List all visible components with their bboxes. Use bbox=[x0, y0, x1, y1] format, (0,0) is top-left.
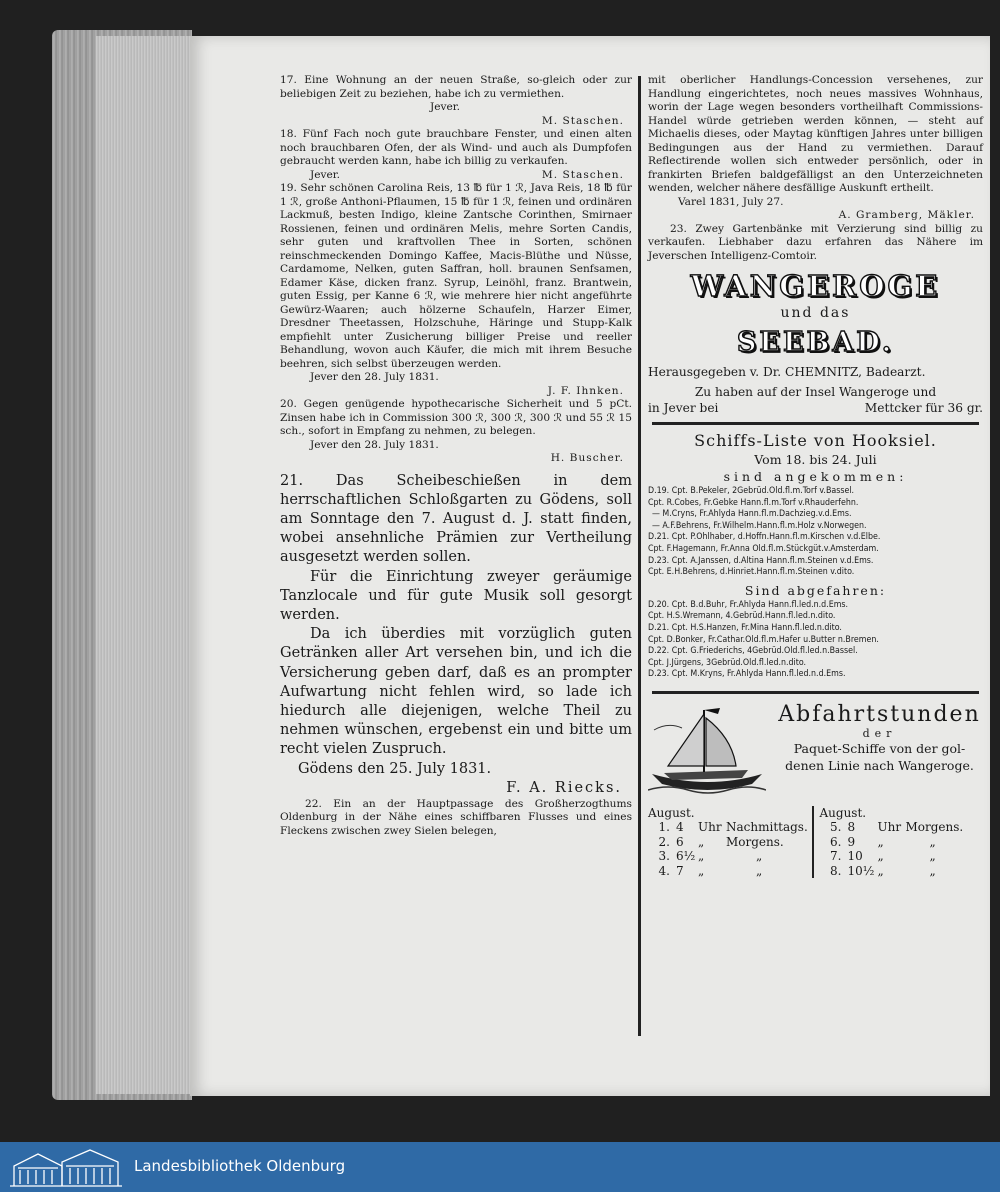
ad-23-text: 23. Zwey Gartenbänke mit Verzierung sind billig zu verkaufen. Liebhaber dazu erfahren das Nähere im Jeverschen Intelligenz-Comtoir. bbox=[648, 222, 983, 262]
page-edges bbox=[96, 36, 196, 1094]
library-building-logo bbox=[8, 1146, 124, 1188]
schedule-month: August. bbox=[648, 805, 695, 820]
ad-19-signature: J. F. Ihnken. bbox=[547, 384, 624, 397]
separator-rule bbox=[652, 422, 979, 425]
schedule-row: 2. 6 „ Morgens. bbox=[658, 834, 784, 849]
departed-list bbox=[648, 600, 983, 681]
departure-times-line-2: denen Linie nach Wangeroge. bbox=[785, 757, 974, 773]
ad-20-date: Jever den 28. July 1831. bbox=[310, 438, 439, 451]
arrived-entry: D.21. Cpt. P.Ohlhaber, d.Hoffn.Hann.fl.m.Kirschen v.d.Elbe. bbox=[648, 532, 881, 543]
departed-entry: D.23. Cpt. M.Kryns, Fr.Ahlyda Hann.fl.led.n.d.Ems. bbox=[648, 669, 846, 680]
ad-19-text: 19. Sehr schönen Carolina Reis, 13 ℔ für 1 ℛ, Java Reis, 18 ℔ für 1 ℛ, große Anthoni-Pflaumen, 15 ℔ für 1 ℛ, feinen und ordinären Lackmuß, besten Indigo, kleine Zantsche Corinthen, Smirnaer Rossienen, feinen und ordinären Melis, mehre Sorten Candis, sehr guten und kraftvollen Thee in Sorten, schönen reinschmeckenden Domingo Kaffee, Macis-Blüthe und Nüsse, Cardamome, Nelken, guten Saffran, holl. braunen Senfsamen, Edamer Käse, dicken franz. Syrup, Leinöhl, franz. Brantwein, guten Essig, per Kanne 6 ℛ, wie mehrere hier nicht angeführte Gewürz-Waaren; auch hölzerne Schaufeln, Harzer Eimer, Dresdner Theetassen, Holzschuhe, Häringe und Stupp-Kalk empfiehlt unter Zusicherung billiger Preise und reeller Behandlung, wovon auch Käufer, die mich mit ihrem Besuche beehren, sich selbst überzeugen werden. bbox=[280, 182, 632, 370]
schedule-row: 1. 4 Uhr Nachmittags. bbox=[658, 820, 808, 835]
ad-21-text-1: 21. Das Scheibeschießen in dem herrschaftlichen Schloßgarten zu Gödens, soll am Sonntage den 7. August d. J. statt finden, wobei ansehnliche Prämien zur Vertheilung ausgesetzt werden sollen. bbox=[280, 472, 632, 566]
arrived-entry: Cpt. F.Hagemann, Fr.Anna Old.fl.m.Stückgüt.v.Amsterdam. bbox=[648, 543, 879, 554]
ad-18-text: 18. Fünf Fach noch gute brauchbare Fenster, und einen alten noch brauchbaren Ofen, der als Wind- und auch als Dumpfofen gebraucht werden kann, habe ich billig zu verkaufen. bbox=[280, 128, 632, 167]
ad-22-date: Varel 1831, July 27. bbox=[678, 195, 784, 208]
schedule-column-right bbox=[812, 806, 984, 879]
arrived-entry: Cpt. R.Cobes, Fr.Gebke Hann.fl.m.Torf v.Rhauderfehn. bbox=[648, 497, 859, 508]
ad-20-text: 20. Gegen genügende hypothecarische Sicherheit und 5 pCt. Zinsen habe ich in Commission 300 ℛ, 300 ℛ, 300 ℛ und 55 ℛ 15 sch., sofort in Empfang zu nehmen, zu belegen. bbox=[280, 398, 632, 437]
ad-18-place: Jever. bbox=[310, 168, 341, 181]
arrived-entry: D.19. Cpt. B.Pekeler, 2Gebrüd.Old.fl.m.Torf v.Bassel. bbox=[648, 486, 855, 496]
departure-times-title: Abfahrtstunden bbox=[778, 701, 981, 727]
wangeroge-availability-2b: Mettcker für 36 gr. bbox=[864, 401, 983, 415]
wangeroge-availability-2a: in Jever bei bbox=[648, 401, 719, 415]
ad-22-continued: mit oberlicher Handlungs-Concession versehenes, zur Handlung eingerichtetes, noch neues massives Wohnhaus, worin der Lage wegen besonders vortheilhaft Commissions-Handel würde getrieben werden können, — steht auf Michaelis dieses, oder Maytag künftigen Jahres unter billigen Bedingungen aus der Hand zu vermiethen. Darauf Reflectirende wollen sich entweder persönlich, oder in frankirten Briefen baldgefälligst an den Unterzeichneten wenden, welcher nähere desfällige Auskunft ertheilt. bbox=[648, 74, 983, 194]
departure-times-line-1: Paquet-Schiffe von der gol- bbox=[793, 740, 966, 756]
departed-entry: Cpt. J.Jürgens, 3Gebrüd.Old.fl.led.n.dito. bbox=[648, 657, 807, 668]
arrived-entry: — A.F.Behrens, Fr.Wilhelm.Hann.fl.m.Holz v.Norwegen. bbox=[652, 520, 867, 531]
arrived-entry: Cpt. E.H.Behrens, d.Hinriet.Hann.fl.m.Steinen v.dito. bbox=[648, 567, 855, 578]
schedule-row: 6. 9 „ „ bbox=[830, 834, 936, 849]
schedule-month: August. bbox=[819, 805, 867, 820]
wangeroge-editor: Herausgegeben v. Dr. CHEMNITZ, Badearzt. bbox=[648, 365, 926, 379]
schedule-row: 7. 10 „ „ bbox=[830, 849, 936, 864]
separator-rule bbox=[652, 691, 979, 694]
ad-21-date: Gödens den 25. July 1831. bbox=[298, 760, 492, 777]
schedule-row: 3. 6½ „ „ bbox=[658, 849, 763, 864]
library-footer-bar bbox=[0, 1142, 1000, 1192]
ad-18-signature: M. Staschen. bbox=[541, 168, 624, 181]
wangeroge-title: WANGEROGE bbox=[690, 269, 941, 303]
departure-times-der: der bbox=[862, 726, 897, 740]
ship-list-arrived-heading: sind angekommen: bbox=[723, 469, 908, 484]
arrived-entry: — M.Cryns, Fr.Ahlyda Hann.fl.m.Dachzieg.v.d.Ems. bbox=[652, 509, 852, 520]
departure-times-header bbox=[648, 700, 983, 804]
ad-21-text-3: Da ich überdies mit vorzüglich guten Getränken aller Art versehen bin, und ich die Versicherung geben darf, daß es an prompter Aufwartung nicht fehlen wird, so lade ich hiedurch alle diejenigen, welche Theil zu nehmen wünschen, ergebenst ein und bitte um recht vielen Zuspruch. bbox=[280, 626, 632, 758]
left-column bbox=[280, 74, 632, 838]
departed-entry: D.20. Cpt. B.d.Buhr, Fr.Ahlyda Hann.fl.led.n.d.Ems. bbox=[648, 599, 849, 610]
ad-22-signature: A. Gramberg, Mäkler. bbox=[838, 209, 975, 221]
arrived-list bbox=[648, 486, 983, 579]
ship-list-departed-heading: Sind abgefahren: bbox=[744, 582, 887, 598]
sailing-ship-icon bbox=[648, 704, 766, 796]
ad-21-text-2: Für die Einrichtung zweyer geräumige Tanzlocale und für gute Musik soll gesorgt werden. bbox=[280, 568, 632, 623]
seebad-title: SEEBAD. bbox=[736, 327, 895, 358]
departed-entry: D.21. Cpt. H.S.Hanzen, Fr.Mina Hann.fl.led.n.dito. bbox=[648, 622, 842, 633]
schedule-column-left bbox=[648, 806, 812, 879]
ad-17-place: Jever. bbox=[430, 101, 461, 113]
ship-list-title: Schiffs-Liste von Hooksiel. bbox=[694, 431, 937, 450]
ad-20-signature: H. Buscher. bbox=[550, 452, 624, 464]
ship-list-date: Vom 18. bis 24. Juli bbox=[754, 452, 877, 467]
ad-19-date: Jever den 28. July 1831. bbox=[310, 371, 439, 383]
ad-17-text: 17. Eine Wohnung an der neuen Straße, so-gleich oder zur beliebigen Zeit zu beziehen, habe ich zu vermiethen. bbox=[280, 74, 632, 100]
arrived-entry: D.23. Cpt. A.Janssen, d.Altina Hann.fl.m.Steinen v.d.Ems. bbox=[648, 555, 874, 566]
schedule-row: 8. 10½ „ „ bbox=[830, 863, 936, 878]
departed-entry: D.22. Cpt. G.Friederichs, 4Gebrüd.Old.fl.led.n.Bassel. bbox=[648, 646, 858, 657]
wangeroge-availability-1: Zu haben auf der Insel Wangeroge und bbox=[694, 385, 937, 399]
ad-22-text: 22. Ein an der Hauptpassage des Großherzogthums Oldenburg in der Nähe eines schiffbaren Flusses und eines Fleckens zwischen zwey Sielen belegen, bbox=[280, 797, 632, 837]
ad-21-signature: F. A. Riecks. bbox=[506, 779, 622, 796]
departed-entry: Cpt. H.S.Wremann, 4.Gebrüd.Hann.fl.led.n.dito. bbox=[648, 611, 836, 622]
schedule-row: 5. 8 Uhr Morgens. bbox=[830, 820, 964, 835]
wangeroge-und: und das bbox=[780, 305, 851, 321]
right-column bbox=[648, 74, 983, 878]
schedule-row: 4. 7 „ „ bbox=[658, 863, 763, 878]
newspaper-page bbox=[190, 36, 990, 1096]
column-divider bbox=[638, 76, 641, 1036]
departure-schedule bbox=[648, 806, 983, 879]
library-name: Landesbibliothek Oldenburg bbox=[134, 1157, 346, 1175]
ad-17-signature: M. Staschen. bbox=[541, 114, 624, 127]
departed-entry: Cpt. D.Bonker, Fr.Cathar.Old.fl.m.Hafer u.Butter n.Bremen. bbox=[648, 634, 879, 645]
